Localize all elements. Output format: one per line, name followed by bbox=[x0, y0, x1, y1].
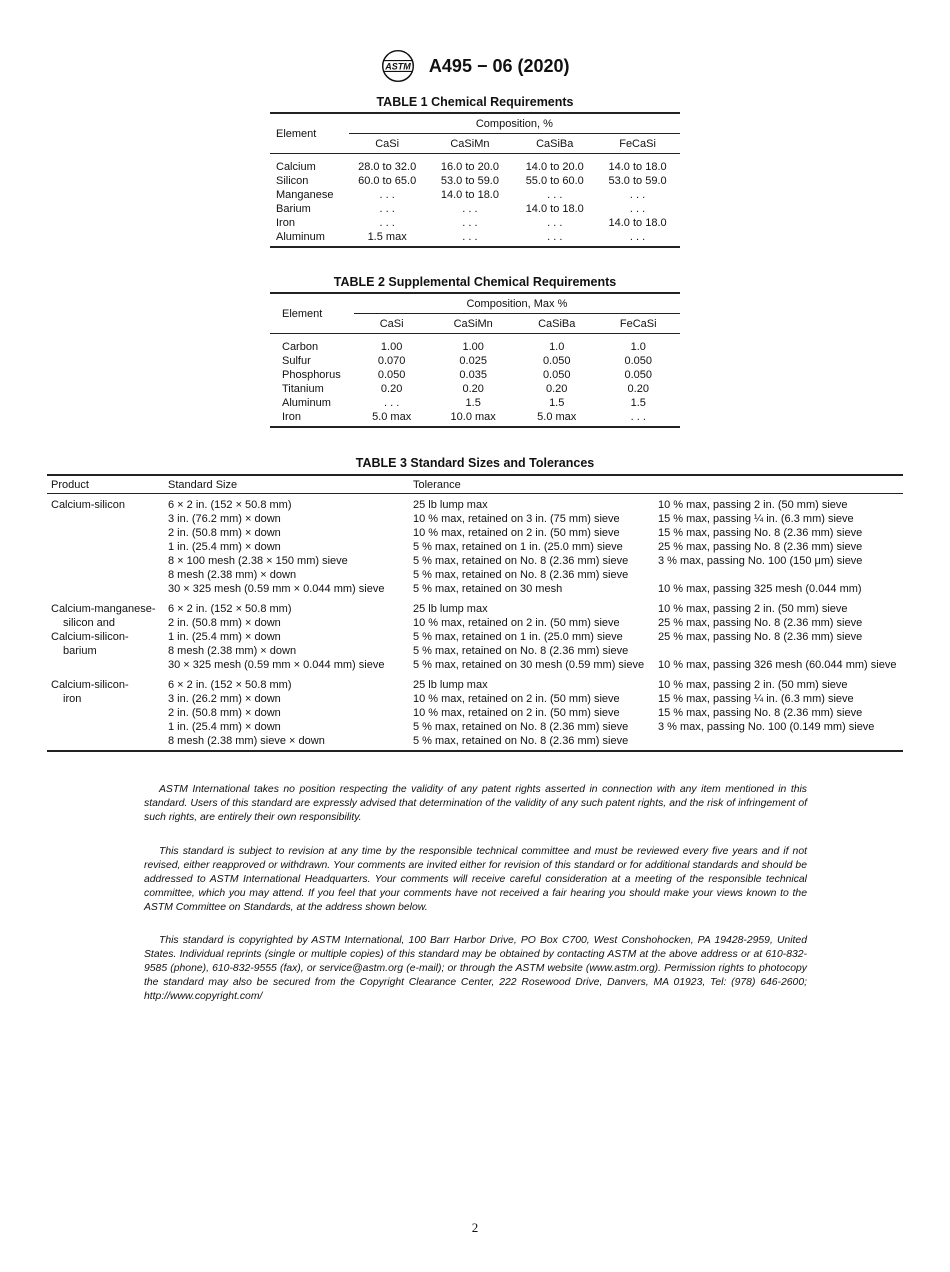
table1-group-header: Composition, % bbox=[349, 113, 680, 134]
cell-line: 3 in. (26.2 mm) × down bbox=[168, 693, 281, 705]
cell-line: 30 × 325 mesh (0.59 mm × 0.044 mm) sieve bbox=[168, 583, 385, 595]
cell-line: 25 % max, passing No. 8 (2.36 mm) sieve bbox=[658, 617, 863, 629]
composition-cell: 0.025 bbox=[459, 355, 487, 367]
cell-line: Calcium-silicon bbox=[51, 499, 125, 511]
composition-cell: 0.20 bbox=[546, 383, 568, 395]
composition-cell: 14.0 to 18.0 bbox=[608, 217, 667, 229]
cell-line: 10 % max, retained on 2 in. (50 mm) sieve bbox=[413, 707, 620, 719]
composition-cell: . . . bbox=[462, 203, 478, 215]
cell-line: 5 % max, retained on No. 8 (2.36 mm) sieve bbox=[413, 735, 629, 747]
table-row bbox=[270, 334, 680, 355]
composition-cell: 1.0 bbox=[630, 341, 646, 353]
table-row bbox=[47, 602, 903, 672]
cell-line: 15 % max, passing No. 8 (2.36 mm) sieve bbox=[658, 527, 863, 539]
table1-element-header: Element bbox=[270, 113, 349, 154]
cell-line: 25 % max, passing No. 8 (2.36 mm) sieve bbox=[658, 631, 863, 643]
cell-line: 5 % max, retained on No. 8 (2.36 mm) sieve bbox=[413, 721, 629, 733]
cell-line: 5 % max, retained on 30 mesh bbox=[413, 583, 563, 595]
cell-line: 8 mesh (2.38 mm) × down bbox=[168, 569, 297, 581]
note-text: This standard is subject to revision at any time by the responsible technical committee and must be reviewed every five years and if not revised, either reapproved or withdrawn. Your comments are invited either for revision of this standard or for additional standards and should be addressed to ASTM International Headquarters. Your comments will receive careful consideration at a meeting of the responsible technical committee, which you may attend. If you feel that your comments have not received a fair hearing you should make your views known to the ASTM Committee on Standards, at the address shown below. bbox=[144, 846, 807, 913]
composition-cell: 0.20 bbox=[627, 383, 649, 395]
page-number: 2 bbox=[471, 1220, 479, 1235]
cell-line: 10 % max, retained on 2 in. (50 mm) sieve bbox=[413, 617, 620, 629]
cell-line: 8 × 100 mesh (2.38 × 150 mm) sieve bbox=[168, 555, 348, 567]
composition-cell: 53.0 to 59.0 bbox=[440, 175, 499, 187]
cell-line: 10 % max, retained on 3 in. (75 mm) sieve bbox=[413, 513, 620, 525]
table-row bbox=[270, 174, 680, 188]
note-text: This standard is copyrighted by ASTM International, 100 Barr Harbor Drive, PO Box C700, West Conshohocken, PA 19428-2959, United States. Individual reprints (single or multiple copies) of this standard may be obtained by contacting ASTM at the above address or at 610-832-9585 (phone), 610-832-9555 (fax), or service@astm.org (e-mail); or through the ASTM website (www.astm.org). Permission rights to photocopy the standard may also be secured from the Copyright Clearance Center, 222 Rosewood Drive, Danvers, MA 01923, Tel: (978) 646-2600; http://www.copyright.com/ bbox=[144, 935, 807, 1002]
table2-caption: TABLE 2 Supplemental Chemical Requirements bbox=[333, 275, 617, 289]
table-row bbox=[270, 368, 680, 382]
element-name-cell: Aluminum bbox=[282, 397, 331, 409]
size-cell bbox=[168, 678, 413, 751]
table1-col-header: CaSi bbox=[349, 134, 426, 154]
product-cell bbox=[47, 678, 168, 751]
cell-line: 5 % max, retained on No. 8 (2.36 mm) sieve bbox=[413, 555, 629, 567]
composition-cell: 0.070 bbox=[377, 355, 406, 367]
element-name-cell: Silicon bbox=[276, 175, 309, 187]
page-header bbox=[0, 48, 950, 84]
cell-line: 5 % max, retained on 1 in. (25.0 mm) sieve bbox=[413, 631, 623, 643]
composition-cell: 0.050 bbox=[542, 369, 571, 381]
composition-cell: 10.0 max bbox=[429, 410, 517, 427]
composition-cell: 0.20 bbox=[462, 383, 484, 395]
composition-cell: 60.0 to 65.0 bbox=[358, 175, 417, 187]
table-row bbox=[270, 354, 680, 368]
cell-line: 5 % max, retained on 30 mesh (0.59 mm) sieve bbox=[413, 659, 645, 671]
size-cell bbox=[168, 494, 413, 597]
composition-cell: 1.0 bbox=[549, 341, 565, 353]
cell-line: 8 mesh (2.38 mm) × down bbox=[168, 645, 297, 657]
table-row bbox=[47, 494, 903, 597]
composition-cell: . . . bbox=[379, 203, 395, 215]
table3-header-size: Standard Size bbox=[168, 475, 413, 494]
cell-line: 10 % max, passing 325 mesh (0.044 mm) bbox=[658, 583, 862, 595]
table1-caption: TABLE 1 Chemical Requirements bbox=[376, 95, 574, 109]
composition-cell: . . . bbox=[547, 189, 563, 201]
composition-cell: 0.20 bbox=[380, 383, 403, 395]
element-name-cell: Titanium bbox=[282, 383, 324, 395]
tolerance-cell bbox=[658, 602, 903, 672]
element-name-cell: Calcium bbox=[276, 161, 316, 173]
cell-line: barium bbox=[63, 645, 97, 657]
table3-header-product: Product bbox=[47, 475, 168, 494]
tolerance-cell bbox=[413, 494, 658, 597]
cell-line: 10 % max, passing 326 mesh (60.044 mm) sieve bbox=[658, 659, 897, 671]
table-row bbox=[47, 678, 903, 751]
composition-cell: 1.5 bbox=[549, 397, 565, 409]
table3-header-tolerance-2 bbox=[658, 475, 903, 494]
table-row bbox=[270, 188, 680, 202]
cell-line: 25 lb lump max bbox=[413, 499, 488, 511]
table2 bbox=[270, 292, 680, 428]
composition-cell: 5.0 max bbox=[517, 410, 597, 427]
composition-cell: 5.0 max bbox=[354, 410, 430, 427]
table-row bbox=[270, 410, 680, 427]
table1-col-header: CaSiBa bbox=[514, 134, 595, 154]
table2-element-header: Element bbox=[270, 293, 354, 334]
cell-line: iron bbox=[63, 693, 82, 705]
composition-cell: . . . bbox=[547, 217, 563, 229]
table2-body bbox=[270, 334, 680, 428]
size-cell bbox=[168, 602, 413, 672]
composition-cell: 16.0 to 20.0 bbox=[440, 161, 499, 173]
cell-line: 2 in. (50.8 mm) × down bbox=[168, 707, 281, 719]
composition-cell: 1.5 bbox=[465, 397, 481, 409]
cell-line: 15 % max, passing ¼ in. (6.3 mm) sieve bbox=[658, 513, 854, 525]
cell-line: 6 × 2 in. (152 × 50.8 mm) bbox=[168, 603, 292, 615]
table3 bbox=[47, 474, 903, 752]
composition-cell: 14.0 to 18.0 bbox=[525, 203, 584, 215]
element-name-cell: Carbon bbox=[282, 341, 319, 353]
table-row bbox=[270, 230, 680, 247]
table2-col-header: CaSi bbox=[354, 314, 430, 334]
copyright-note bbox=[144, 934, 807, 1004]
document-designation: A495 − 06 (2020) bbox=[428, 55, 570, 76]
element-name-cell: Iron bbox=[276, 217, 295, 229]
patent-note bbox=[144, 783, 807, 825]
table-row bbox=[270, 382, 680, 396]
composition-cell: . . . bbox=[596, 410, 680, 427]
composition-cell: 0.050 bbox=[377, 369, 406, 381]
cell-line: 10 % max, retained on 2 in. (50 mm) sieve bbox=[413, 693, 620, 705]
composition-cell: 55.0 to 60.0 bbox=[525, 175, 584, 187]
cell-line: 25 lb lump max bbox=[413, 603, 488, 615]
tolerance-cell bbox=[658, 494, 903, 597]
composition-cell: . . . bbox=[514, 230, 595, 247]
cell-line bbox=[658, 734, 903, 748]
table-row bbox=[270, 396, 680, 410]
table3-body bbox=[47, 494, 903, 752]
table2-col-header: CaSiMn bbox=[429, 314, 517, 334]
table3-header-tolerance: Tolerance bbox=[413, 475, 658, 494]
table1-col-header: FeCaSi bbox=[595, 134, 680, 154]
cell-line: 2 in. (50.8 mm) × down bbox=[168, 527, 281, 539]
composition-cell: 14.0 to 20.0 bbox=[525, 161, 584, 173]
cell-line: 25 % max, passing No. 8 (2.36 mm) sieve bbox=[658, 541, 863, 553]
table2-col-header: CaSiBa bbox=[517, 314, 597, 334]
composition-cell: . . . bbox=[629, 189, 646, 201]
cell-line: 10 % max, passing 2 in. (50 mm) sieve bbox=[658, 603, 848, 615]
composition-cell: 14.0 to 18.0 bbox=[440, 189, 499, 201]
composition-cell: 28.0 to 32.0 bbox=[358, 161, 417, 173]
cell-line: 1 in. (25.4 mm) × down bbox=[168, 721, 281, 733]
cell-line: Calcium-silicon- bbox=[51, 679, 129, 691]
cell-line: 6 × 2 in. (152 × 50.8 mm) bbox=[168, 499, 292, 511]
table-row bbox=[270, 154, 680, 175]
composition-cell: . . . bbox=[379, 189, 395, 201]
cell-line: 25 lb lump max bbox=[413, 679, 488, 691]
composition-cell: 14.0 to 18.0 bbox=[608, 161, 667, 173]
composition-cell: 0.050 bbox=[624, 355, 652, 367]
element-name-cell: Phosphorus bbox=[282, 369, 341, 381]
cell-line: 6 × 2 in. (152 × 50.8 mm) bbox=[168, 679, 292, 691]
element-name-cell: Manganese bbox=[276, 189, 334, 201]
cell-line: Calcium-silicon- bbox=[51, 631, 129, 643]
revision-note bbox=[144, 845, 807, 915]
composition-cell: 1.5 bbox=[630, 397, 646, 409]
cell-line: 5 % max, retained on No. 8 (2.36 mm) sieve bbox=[413, 645, 629, 657]
tolerance-cell bbox=[658, 678, 903, 751]
tolerance-cell bbox=[413, 678, 658, 751]
table-row bbox=[270, 202, 680, 216]
composition-cell: 0.050 bbox=[542, 355, 571, 367]
composition-cell: . . . bbox=[379, 217, 395, 229]
composition-cell: 1.00 bbox=[380, 341, 403, 353]
composition-cell: 1.5 max bbox=[349, 230, 426, 247]
cell-line bbox=[658, 568, 903, 582]
cell-line: 5 % max, retained on No. 8 (2.36 mm) sieve bbox=[413, 569, 629, 581]
table3-caption: TABLE 3 Standard Sizes and Tolerances bbox=[355, 456, 595, 470]
composition-cell: . . . bbox=[462, 217, 478, 229]
cell-line: 3 % max, passing No. 100 (150 μm) sieve bbox=[658, 555, 863, 567]
element-name-cell: Sulfur bbox=[282, 355, 311, 367]
composition-cell: . . . bbox=[383, 397, 400, 409]
cell-line: 5 % max, retained on 1 in. (25.0 mm) sieve bbox=[413, 541, 623, 553]
cell-line: 1 in. (25.4 mm) × down bbox=[168, 541, 281, 553]
element-name-cell: Iron bbox=[270, 410, 354, 427]
cell-line: 15 % max, passing No. 8 (2.36 mm) sieve bbox=[658, 707, 863, 719]
logo-text: ASTM bbox=[385, 61, 412, 72]
table1 bbox=[270, 112, 680, 248]
composition-cell: 53.0 to 59.0 bbox=[608, 175, 667, 187]
cell-line: 2 in. (50.8 mm) × down bbox=[168, 617, 281, 629]
cell-line: 10 % max, passing 2 in. (50 mm) sieve bbox=[658, 499, 848, 511]
table1-col-header: CaSiMn bbox=[426, 134, 515, 154]
element-name-cell: Aluminum bbox=[270, 230, 349, 247]
cell-line: 10 % max, passing 2 in. (50 mm) sieve bbox=[658, 679, 848, 691]
note-text: ASTM International takes no position respecting the validity of any patent rights asserted in connection with any item mentioned in this standard. Users of this standard are expressly advised that determination of the validity of any such patent rights, and the risk of infringement of such rights, are entirely their own responsibility. bbox=[144, 784, 807, 823]
cell-line: 30 × 325 mesh (0.59 mm × 0.044 mm) sieve bbox=[168, 659, 385, 671]
cell-line: silicon and bbox=[63, 617, 115, 629]
composition-cell: . . . bbox=[595, 230, 680, 247]
composition-cell: 1.00 bbox=[462, 341, 484, 353]
table1-body bbox=[270, 154, 680, 248]
cell-line: 1 in. (25.4 mm) × down bbox=[168, 631, 281, 643]
composition-cell: . . . bbox=[629, 203, 646, 215]
cell-line: 15 % max, passing ¼ in. (6.3 mm) sieve bbox=[658, 693, 854, 705]
table-row bbox=[270, 216, 680, 230]
cell-line: 3 % max, passing No. 100 (0.149 mm) sieve bbox=[658, 721, 875, 733]
cell-line bbox=[658, 644, 903, 658]
cell-line: 8 mesh (2.38 mm) sieve × down bbox=[168, 735, 325, 747]
table2-col-header: FeCaSi bbox=[596, 314, 680, 334]
composition-cell: . . . bbox=[426, 230, 515, 247]
tolerance-cell bbox=[413, 602, 658, 672]
table2-group-header: Composition, Max % bbox=[354, 293, 680, 314]
product-cell bbox=[47, 494, 168, 597]
element-name-cell: Barium bbox=[276, 203, 311, 215]
cell-line: 3 in. (76.2 mm) × down bbox=[168, 513, 281, 525]
cell-line: Calcium-manganese- bbox=[51, 603, 156, 615]
product-cell bbox=[47, 602, 168, 672]
composition-cell: 0.035 bbox=[459, 369, 487, 381]
astm-logo-icon bbox=[380, 48, 416, 84]
composition-cell: 0.050 bbox=[624, 369, 652, 381]
cell-line: 10 % max, retained on 2 in. (50 mm) sieve bbox=[413, 527, 620, 539]
